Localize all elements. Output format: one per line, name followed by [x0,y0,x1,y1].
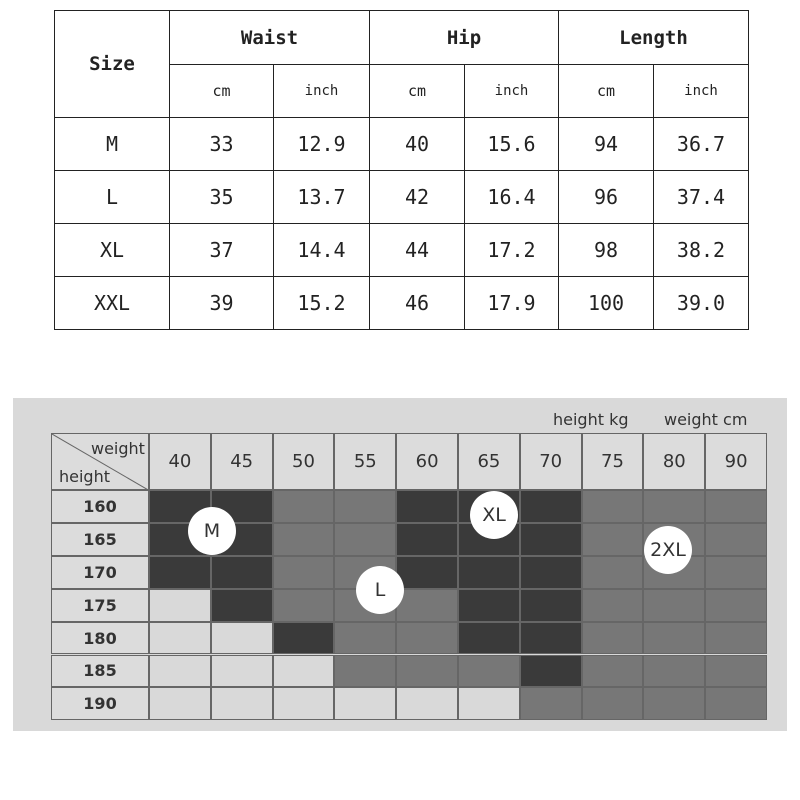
value-cell: 39 [170,277,274,330]
value-cell: 96 [559,171,654,224]
size-grid-cell [273,687,335,720]
size-grid-cell [458,655,520,688]
size-cell: M [55,118,170,171]
size-grid-cell [582,687,644,720]
size-grid-cell [582,490,644,523]
size-grid-cell [273,655,335,688]
height-row-header: 170 [51,556,149,589]
size-grid-cell [334,687,396,720]
size-grid-cell [273,589,335,622]
value-cell: 15.6 [465,118,559,171]
size-cell: XXL [55,277,170,330]
size-grid-cell [520,687,582,720]
size-grid-cell [396,523,458,556]
value-cell: 37.4 [654,171,749,224]
size-cell: L [55,171,170,224]
corner-weight-label: weight [91,439,145,458]
size-grid-cell [643,687,705,720]
unit-label: cm [370,65,465,118]
size-grid-cell [211,622,273,655]
size-table [54,10,749,330]
size-grid-cell [520,490,582,523]
value-cell: 40 [370,118,465,171]
table-row [55,277,749,330]
size-grid-cell [396,655,458,688]
size-grid-cell [396,589,458,622]
size-grid-cell [211,687,273,720]
size-column-header: Size [55,11,170,118]
weight-column-header: 55 [334,433,396,490]
size-grid-cell [273,523,335,556]
size-grid-cell [643,490,705,523]
weight-column-header: 40 [149,433,211,490]
value-cell: 16.4 [465,171,559,224]
weight-column-header: 80 [643,433,705,490]
table-row [55,171,749,224]
size-grid-cell [396,556,458,589]
hip-header: Hip [370,11,559,65]
value-cell: 17.2 [465,224,559,277]
size-grid-cell [705,490,767,523]
value-cell: 35 [170,171,274,224]
unit-label: inch [465,65,559,118]
size-grid-cell [458,622,520,655]
size-grid-cell [334,490,396,523]
height-row-header: 180 [51,622,149,655]
size-grid-cell [458,589,520,622]
size-grid-cell [520,556,582,589]
table-row [55,118,749,171]
value-cell: 33 [170,118,274,171]
size-grid-cell [396,490,458,523]
size-grid-cell [211,655,273,688]
size-cell: XL [55,224,170,277]
size-grid-cell [334,655,396,688]
size-grid-cell [582,622,644,655]
size-grid-cell [520,655,582,688]
size-grid-cell [705,556,767,589]
value-cell: 36.7 [654,118,749,171]
unit-label: cm [170,65,274,118]
size-grid-cell [211,556,273,589]
size-label-bubble: 2XL [644,526,692,574]
size-grid-cell [273,556,335,589]
size-grid-cell [396,687,458,720]
height-row-header: 175 [51,589,149,622]
size-grid-cell [643,622,705,655]
value-cell: 44 [370,224,465,277]
height-row-header: 165 [51,523,149,556]
size-grid-cell [458,556,520,589]
value-cell: 13.7 [274,171,370,224]
value-cell: 37 [170,224,274,277]
size-grid-cell [643,655,705,688]
length-header: Length [559,11,749,65]
height-row-header: 160 [51,490,149,523]
size-grid-cell [149,622,211,655]
unit-label: cm [559,65,654,118]
height-row-header: 185 [51,655,149,688]
size-grid-cell [520,523,582,556]
weight-column-header: 45 [211,433,273,490]
size-grid-cell [705,523,767,556]
unit-label: inch [654,65,749,118]
size-grid-cell [334,523,396,556]
size-grid-cell [149,556,211,589]
size-grid-cell [273,622,335,655]
value-cell: 38.2 [654,224,749,277]
size-grid-cell [520,589,582,622]
size-grid-cell [582,556,644,589]
size-grid-cell [582,655,644,688]
weight-column-header: 50 [273,433,335,490]
size-grid-cell [643,589,705,622]
size-grid-cell [705,589,767,622]
value-cell: 42 [370,171,465,224]
weight-cm-note: weight cm [664,410,748,429]
weight-column-header: 70 [520,433,582,490]
weight-column-header: 90 [705,433,767,490]
value-cell: 46 [370,277,465,330]
size-grid-cell [334,622,396,655]
size-grid-cell [582,523,644,556]
waist-header: Waist [170,11,370,65]
value-cell: 98 [559,224,654,277]
table-row [55,224,749,277]
unit-label: inch [274,65,370,118]
weight-column-header: 75 [582,433,644,490]
size-label-bubble: XL [470,491,518,539]
value-cell: 94 [559,118,654,171]
size-grid-cell [705,622,767,655]
weight-column-header: 65 [458,433,520,490]
size-grid-cell [273,490,335,523]
height-kg-note: height kg [553,410,629,429]
corner-height-label: height [59,467,110,486]
size-grid-cell [211,589,273,622]
value-cell: 100 [559,277,654,330]
size-grid-cell [396,622,458,655]
size-grid-cell [149,589,211,622]
size-grid-cell [149,687,211,720]
size-chart-grid [51,433,767,720]
value-cell: 12.9 [274,118,370,171]
size-label-bubble: L [356,566,404,614]
size-grid-cell [149,655,211,688]
value-cell: 39.0 [654,277,749,330]
size-grid-cell [458,687,520,720]
size-label-bubble: M [188,507,236,555]
value-cell: 14.4 [274,224,370,277]
grid-corner [51,433,149,490]
size-grid-cell [582,589,644,622]
height-row-header: 190 [51,687,149,720]
weight-column-header: 60 [396,433,458,490]
size-grid-cell [705,687,767,720]
size-grid-cell [705,655,767,688]
value-cell: 17.9 [465,277,559,330]
size-grid-cell [520,622,582,655]
value-cell: 15.2 [274,277,370,330]
